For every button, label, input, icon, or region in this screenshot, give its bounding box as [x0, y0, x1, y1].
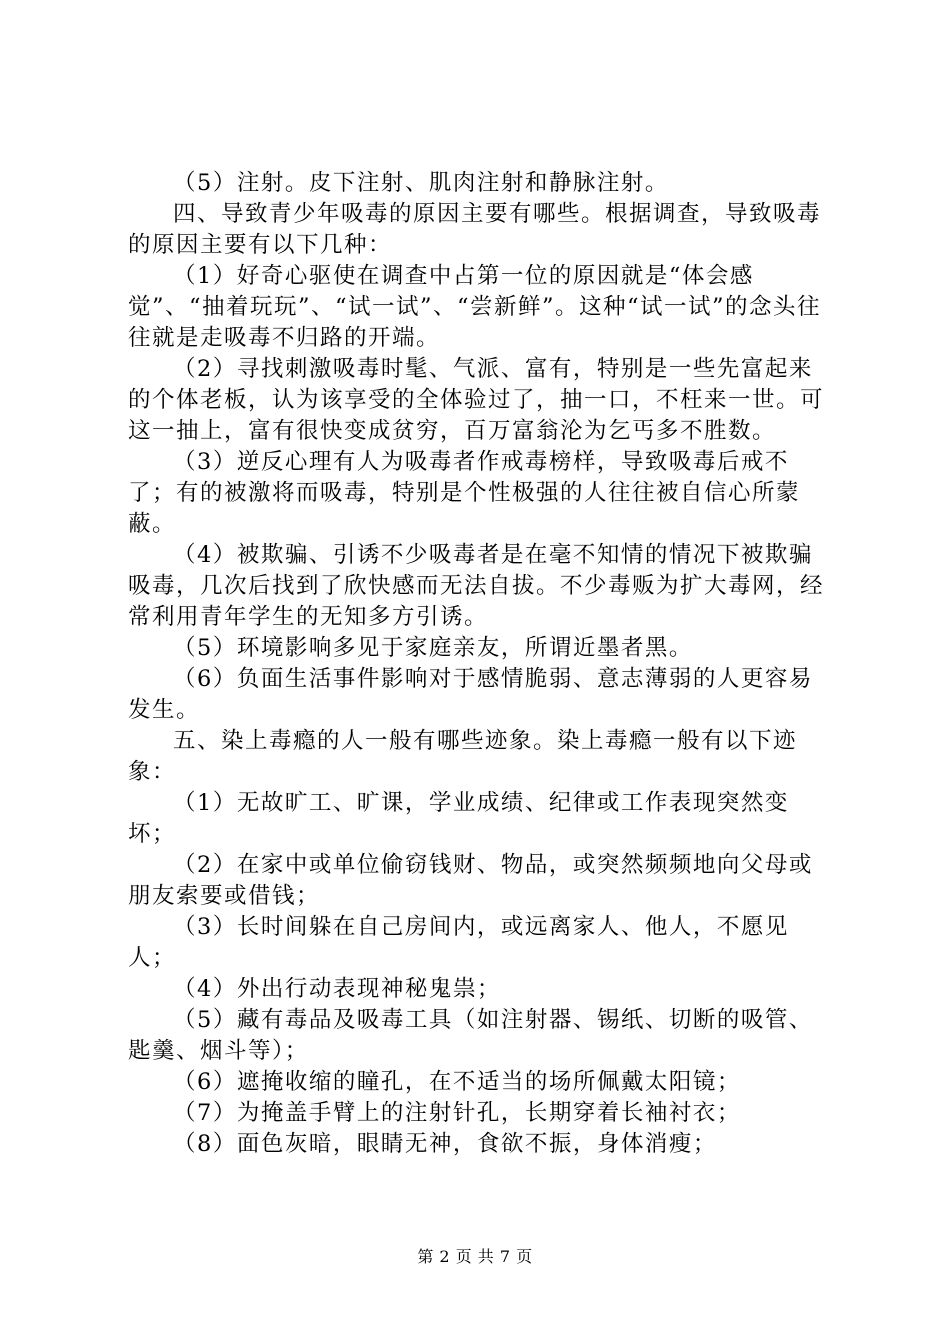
list-item: （4）外出行动表现神秘鬼祟；: [173, 976, 501, 1002]
document-body: [128, 168, 833, 1160]
paragraph: （3）逆反心理有人为吸毒者作戒毒榜样，导致吸毒后戒不了；有的被激将而吸毒，特别是个性极强的人往往被自信心所蒙蔽。: [128, 449, 801, 537]
list-item: （8）面色灰暗，眼睛无神，食欲不振，身体消瘦；: [173, 1131, 717, 1157]
paragraph: （4）被欺骗、引诱不少吸毒者是在毫不知情的情况下被欺骗吸毒，几次后找到了欣快感而无法自拔。不少毒贩为扩大毒网，经常利用青年学生的无知多方引诱。: [128, 542, 825, 630]
paragraph: （2）寻找刺激吸毒时髦、气派、富有，特别是一些先富起来的个体老板，认为该享受的全体验过了，抽一口，不枉来一世。可这一抽上，富有很快变成贫穷，百万富翁沦为乞丐多不胜数。: [128, 356, 825, 444]
paragraph: （5）环境影响多见于家庭亲友，所谓近墨者黑。: [173, 635, 693, 661]
list-item: （1）无故旷工、旷课，学业成绩、纪律或工作表现突然变坏；: [128, 790, 789, 847]
list-item: （6）遮掩收缩的瞳孔，在不适当的场所佩戴太阳镜；: [173, 1069, 741, 1095]
page-footer: [0, 1244, 950, 1267]
page-number-label: 第 2 页 共 7 页: [417, 1247, 533, 1266]
paragraph: （1）好奇心驱使在调查中占第一位的原因就是“体会感觉”、“抽着玩玩”、“试一试”、“尝新鲜”。这种“试一试”的念头往往就是走吸毒不归路的开端。: [128, 263, 822, 351]
paragraph: （6）负面生活事件影响对于感情脆弱、意志薄弱的人更容易发生。: [128, 666, 813, 723]
list-item: （3）长时间躲在自己房间内，或远离家人、他人，不愿见人；: [128, 914, 789, 971]
list-item: （5）藏有毒品及吸毒工具（如注射器、锡纸、切断的吸管、匙羹、烟斗等）；: [128, 1007, 813, 1064]
section-heading-paragraph: 五、染上毒瘾的人一般有哪些迹象。染上毒瘾一般有以下迹象：: [128, 728, 798, 785]
section-heading-paragraph: 四、导致青少年吸毒的原因主要有哪些。根据调查，导致吸毒的原因主要有以下几种：: [128, 201, 822, 258]
list-item: （2）在家中或单位偷窃钱财、物品，或突然频频地向父母或朋友索要或借钱；: [128, 852, 813, 909]
list-item: （7）为掩盖手臂上的注射针孔，长期穿着长袖衬衣；: [173, 1100, 741, 1126]
paragraph: （5）注射。皮下注射、肌肉注射和静脉注射。: [173, 170, 669, 196]
